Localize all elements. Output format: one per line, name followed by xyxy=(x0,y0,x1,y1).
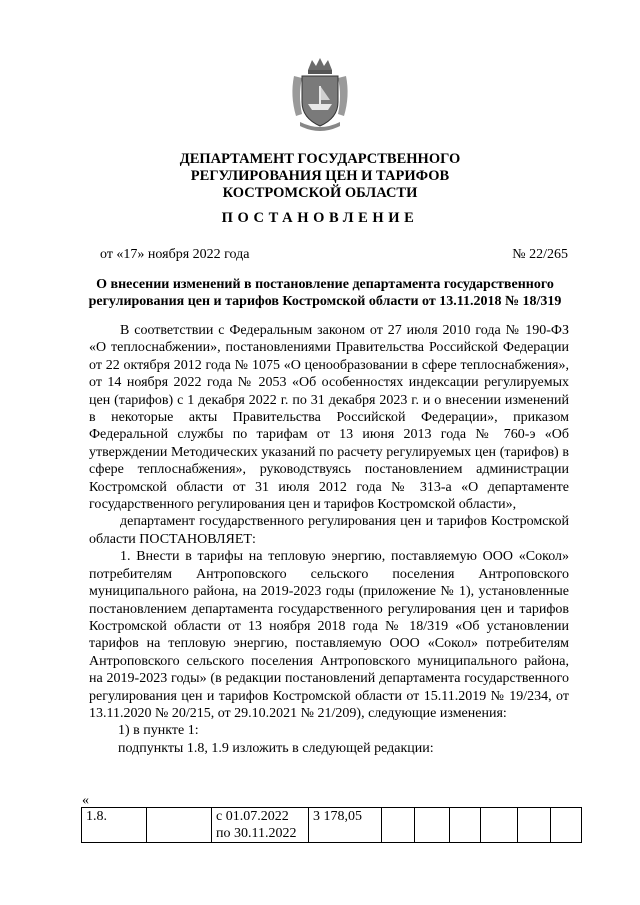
period-end: по 30.11.2022 xyxy=(216,826,297,841)
department-line-3: КОСТРОМСКОЙ ОБЛАСТИ xyxy=(222,185,418,201)
subitems-paragraph: подпункты 1.8, 1.9 изложить в следующей редакции: xyxy=(118,740,434,756)
empty-cell xyxy=(450,808,481,843)
row-number-cell: 1.8. xyxy=(82,808,147,843)
document-date: от «17» ноября 2022 года xyxy=(100,247,250,262)
clause-1-paragraph: 1. Внести в тарифы на тепловую энергию, поставляемую ООО «Сокол» потребителям Антроповского сельского поселения Антроповского муниципального района, на 2019-2023 годы (приложение № 1), установленные постановлением департамента государственного регулирования цен и тарифов Костромской области от 13 ноября 2018 года № 18/319 «Об установлении тарифов на тепловую энергию, поставляемую ООО «Сокол» потребителям Антроповского сельского поселения Антроповского муниципального района, на 2019-2023 годы» (в редакции постановлений департамента государственного регулирования цен и тарифов Костромской области от 15.11.2019 № 19/234, от 13.11.2020 № 20/215, от 29.10.2021 № 21/209), следующие изменения: xyxy=(89,549,569,721)
document-number: № 22/265 xyxy=(512,247,568,262)
coat-of-arms-emblem xyxy=(288,56,352,132)
department-line-2: РЕГУЛИРОВАНИЯ ЦЕН И ТАРИФОВ xyxy=(190,168,450,184)
department-line-1: ДЕПАРТАМЕНТ ГОСУДАРСТВЕННОГО xyxy=(179,151,461,167)
empty-cell xyxy=(518,808,551,843)
empty-cell xyxy=(551,808,582,843)
document-body xyxy=(89,322,569,757)
tariff-value-cell: 3 178,05 xyxy=(309,808,382,843)
tariff-table xyxy=(81,807,582,843)
document-type: ПОСТАНОВЛЕНИЕ xyxy=(221,210,419,226)
subclause-paragraph: 1) в пункте 1: xyxy=(118,723,199,739)
empty-cell xyxy=(382,808,415,843)
subject-line-1: О внесении изменений в постановление департамента государственного xyxy=(96,277,554,292)
document-subject xyxy=(80,276,570,310)
table-row xyxy=(82,808,582,843)
period-cell xyxy=(212,808,309,843)
empty-cell xyxy=(481,808,518,843)
empty-cell xyxy=(147,808,212,843)
resolution-paragraph: департамент государственного регулирования цен и тарифов Костромской области ПОСТАНОВЛЯЕТ: xyxy=(89,514,569,547)
preamble-paragraph: В соответствии с Федеральным законом от 27 июля 2010 года № 190-ФЗ «О теплоснабжении», постановлениями Правительства Российской Федерации от 22 октября 2012 года № 1075 «О ценообразовании в сфере теплоснабжения», от 14 ноября 2022 года № 2053 «Об особенностях индексации регулируемых цен (тарифов) с 1 декабря 2022 г. по 31 декабря 2023 г. и о внесении изменений в некоторые акты Правительства Российской Федерации», приказом Федеральной службы по тарифам от 13 июня 2013 года № 760-э «Об утверждении Методических указаний по расчету регулируемых цен (тарифов) в сфере теплоснабжения», руководствуясь постановлением администрации Костромской области от 31 июля 2012 года № 313-а «О департаменте государственного регулирования цен и тарифов Костромской области», xyxy=(89,323,569,513)
empty-cell xyxy=(415,808,450,843)
department-name xyxy=(0,151,640,202)
period-start: с 01.07.2022 xyxy=(216,809,289,824)
opening-quote-mark: « xyxy=(82,793,89,808)
subject-line-2: регулирования цен и тарифов Костромской области от 13.11.2018 № 18/319 xyxy=(88,294,562,309)
